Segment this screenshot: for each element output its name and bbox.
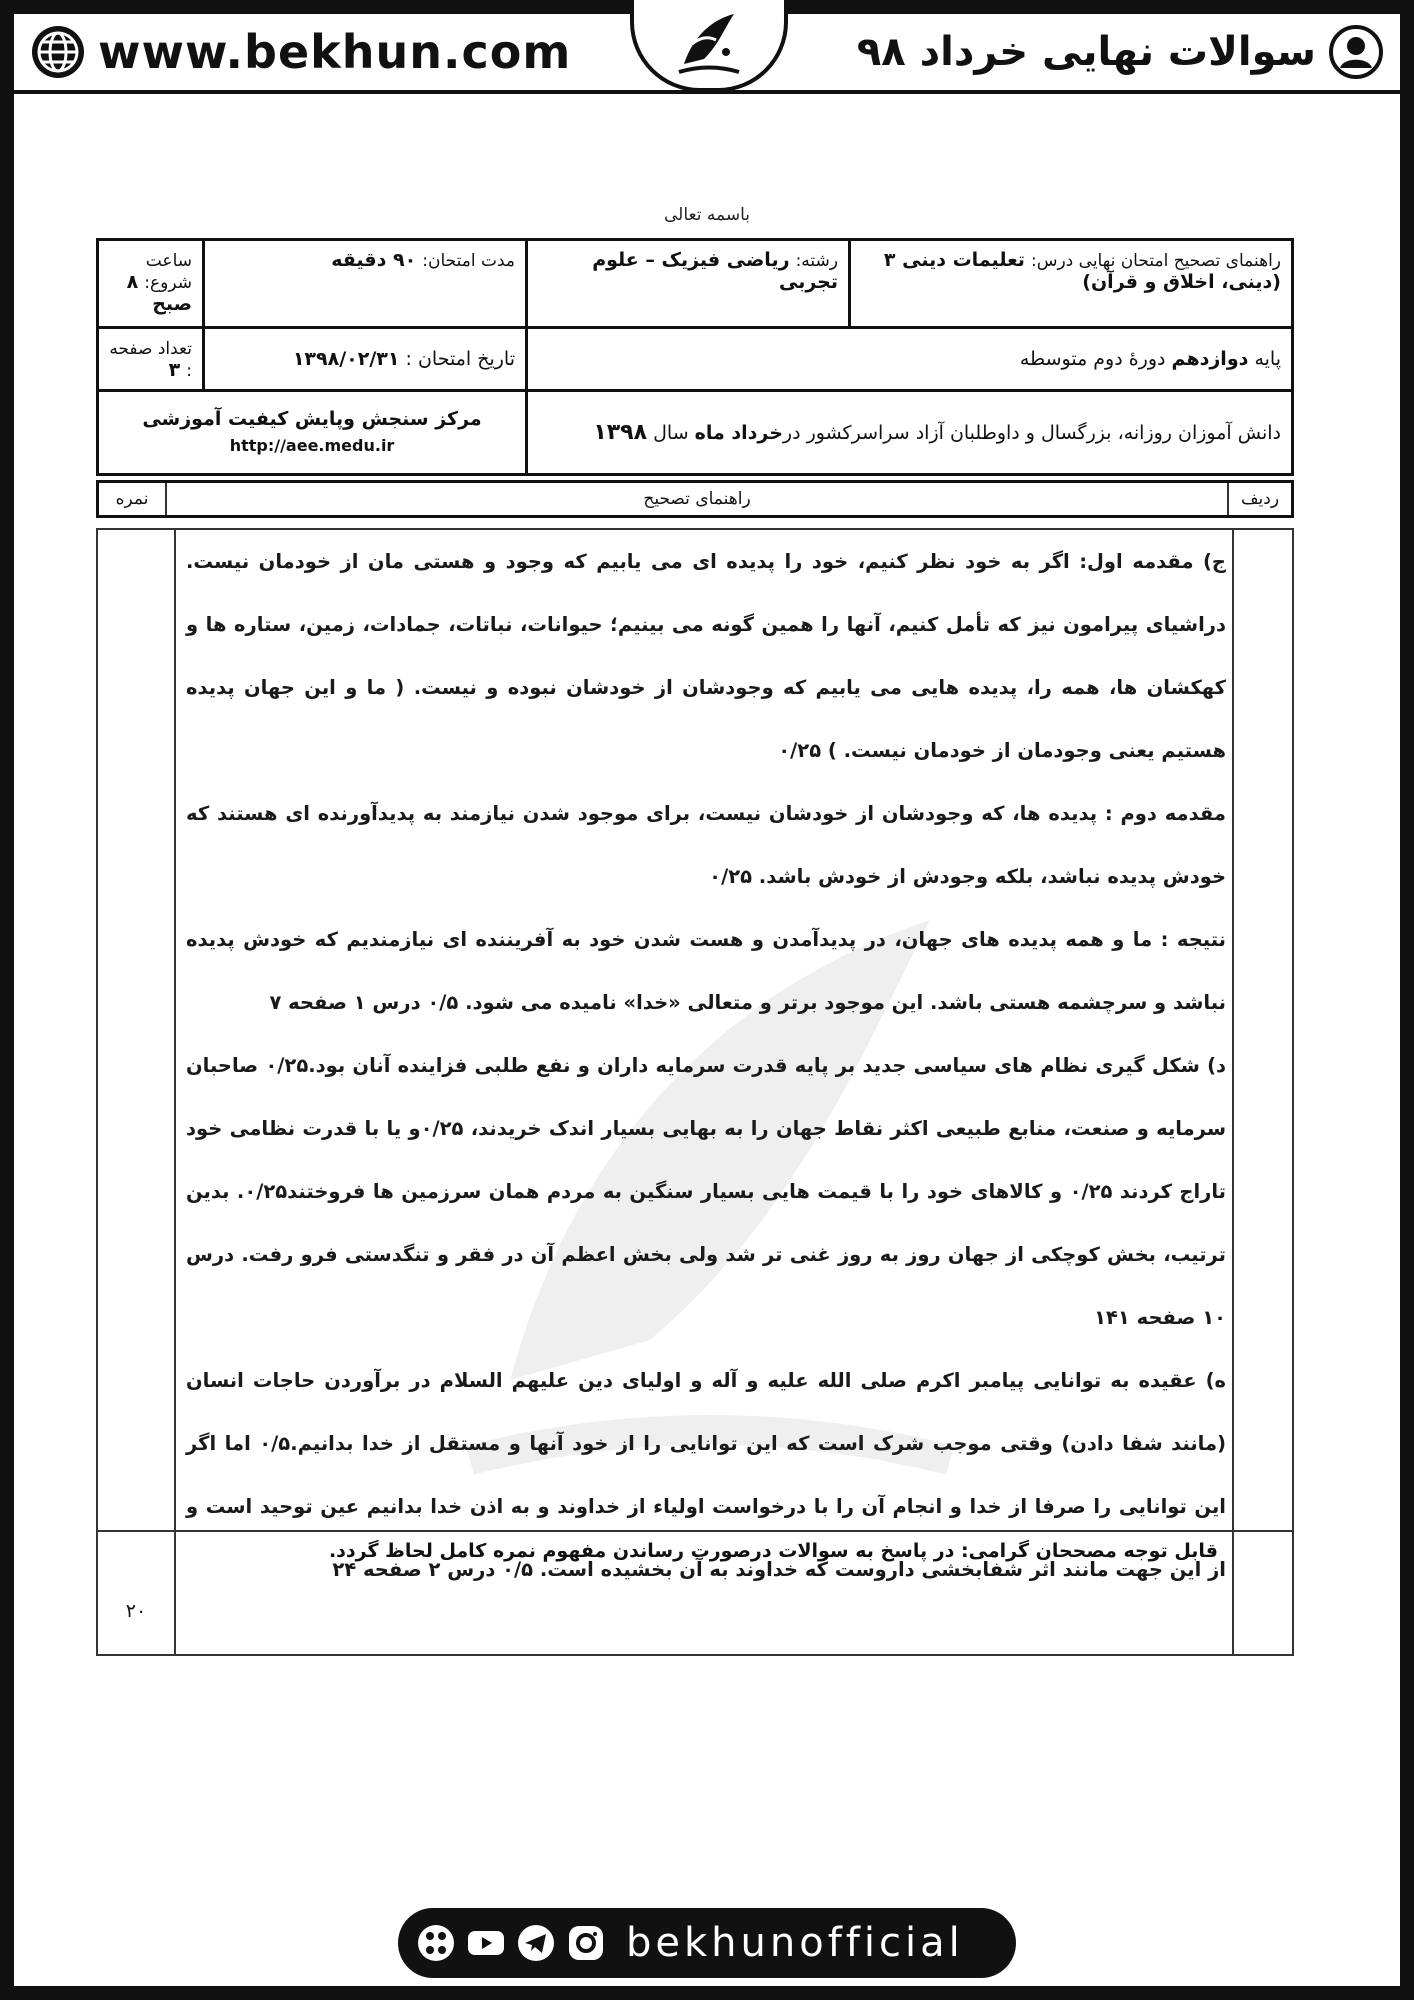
- youtube-icon[interactable]: [466, 1923, 506, 1963]
- site-link[interactable]: [30, 24, 571, 80]
- answer-paragraph: د) شکل گیری نظام های سیاسی جدید بر پایه قدرت سرمایه داران و نفع طلبی فزاینده آنان بود.۰/۲۵ صاحبان سرمایه و صنعت، منابع طبیعی اکثر نقاط جهان را به بهایی بسیار اندک خریدند، ۰/۲۵و یا با قدرت نظامی خود تاراج کردند ۰/۲۵ و کالاهای خود را با قیمت هایی بسیار سنگین به مردم همان سرزمین ها فروختند۰/۲۵. بدین ترتیب، بخش کوچکی از جهان روز به روز غنی تر شد ولی بخش اعظم آن در فقر و تنگدستی فرو رفت. درس ۱۰ صفحه ۱۴۱: [186, 1054, 1227, 1329]
- score-column-header: نمره: [115, 489, 149, 509]
- grade-bold: دوازدهم: [1171, 348, 1249, 370]
- column-divider: [174, 530, 176, 1654]
- answers-table: [96, 528, 1294, 1656]
- header-title-text: سوالات نهایی خرداد ۹۸: [856, 29, 1316, 75]
- globe-icon: [30, 24, 86, 80]
- telegram-icon[interactable]: [516, 1923, 556, 1963]
- user-icon: [1328, 24, 1384, 80]
- site-url: www.bekhun.com: [98, 25, 572, 79]
- answer-paragraph: ه) عقیده به توانایی پیامبر اکرم صلی الله علیه و آله و اولیای دین علیهم السلام در برآوردن حاجات انسان (مانند شفا دادن) وقتی موجب شرک است که این توانایی را از خود آنها و مستقل از خدا بدانیم.۰/۵ اما اگر این توانایی را صرفا از خدا و انجام آن را با درخواست اولیاء از خداوند و به اذن خدا بدانیم عین توحید است و از این جهت مانند اثر شفابخشی داروست که خداوند به آن بخشیده است. ۰/۵ درس ۲ صفحه ۲۴: [186, 1369, 1226, 1581]
- row-column-header: ردیف: [1227, 483, 1291, 515]
- bismillah: باسمه تعالی: [664, 205, 750, 225]
- date-cell: تاریخ امتحان : ۱۳۹۸/۰۲/۳۱: [204, 328, 527, 391]
- answer-paragraph: نتیجه : ما و همه پدیده های جهان، در پدیدآمدن و هست شدن خود به آفریننده ای نیازمندیم که خودش پدیده نباشد و سرچشمه هستی باشد. این موجود برتر و متعالی «خدا» نامیده می شود. ۰/۵ درس ۱ صفحه ۷: [186, 928, 1226, 1014]
- exam-info-table: [96, 238, 1294, 476]
- course-sub: (دینی، اخلاق و قرآن): [1082, 271, 1281, 293]
- instagram-icon[interactable]: [566, 1923, 606, 1963]
- aparat-icon[interactable]: [416, 1923, 456, 1963]
- guide-column-header: راهنمای تصحیح: [165, 483, 1227, 515]
- answer-paragraph: ج) مقدمه اول: اگر به خود نظر کنیم، خود را پدیده ای می یابیم که وجود و هستی مان از خودمان نیست. دراشیای پیرامون نیز که تأمل کنیم، آنها را همین گونه می بینیم؛ حیوانات، نباتات، جمادات، زمین، ستاره ها و کهکشان ها، همه را، پدیده هایی می یابیم که وجودشان از خودشان نبوده و نیست. ( ما و این جهان پدیده هستیم یعنی وجودمان از خودمان نیست. ) ۰/۲۵: [186, 550, 1226, 762]
- social-footer: [398, 1908, 1016, 1978]
- answers-table-header: [96, 480, 1294, 518]
- center-url: http://aee.medu.ir: [229, 436, 395, 455]
- field-cell: رشته: ریاضی فیزیک – علوم تجربی: [527, 240, 850, 328]
- header-title: [857, 24, 1384, 80]
- course-name: تعلیمات دینی ۳: [883, 249, 1025, 271]
- date-value: ۱۳۹۸/۰۲/۳۱: [292, 348, 400, 370]
- grader-note: قابل توجه مصححان گرامی: در پاسخ به سوالات درصورت رساندن مفهوم نمره کامل لحاظ گردد.: [328, 1540, 1218, 1562]
- course-cell: راهنمای تصحیح امتحان نهایی درس: تعلیمات دینی ۳ (دینی، اخلاق و قرآن): [850, 240, 1293, 328]
- students-cell: دانش آموزان روزانه، بزرگسال و داوطلبان آزاد سراسرکشور درخرداد ماه سال ۱۳۹۸: [527, 391, 1293, 475]
- column-divider: [1232, 530, 1234, 1654]
- social-handle[interactable]: bekhunofficial: [626, 1920, 964, 1966]
- year-value: ۱۳۹۸: [593, 420, 648, 445]
- duration-value: ۹۰ دقیقه: [331, 249, 417, 271]
- start-value: ۸ صبح: [126, 271, 192, 315]
- pages-value: ۳: [168, 359, 181, 381]
- center-name: مرکز سنجش وپایش کیفیت آموزشی: [142, 408, 482, 430]
- answer-content: [186, 530, 1226, 1601]
- grade-cell: پایه دوازدهم دورهٔ دوم متوسطه: [527, 328, 1293, 391]
- center-cell: [98, 391, 527, 475]
- pages-cell: تعداد صفحه : ۳: [98, 328, 204, 391]
- total-score: ۲۰: [125, 1600, 147, 1622]
- answer-paragraph: مقدمه دوم : پدیده ها، که وجودشان از خودشان نیست، برای موجود شدن نیازمند به پدیدآورنده ای هستند که خودش پدیده نباشد، بلکه وجودش از خودش باشد. ۰/۲۵: [186, 802, 1226, 888]
- duration-cell: مدت امتحان: ۹۰ دقیقه: [204, 240, 527, 328]
- field-value: ریاضی فیزیک – علوم تجربی: [592, 249, 838, 293]
- start-cell: ساعت شروع: ۸ صبح: [98, 240, 204, 328]
